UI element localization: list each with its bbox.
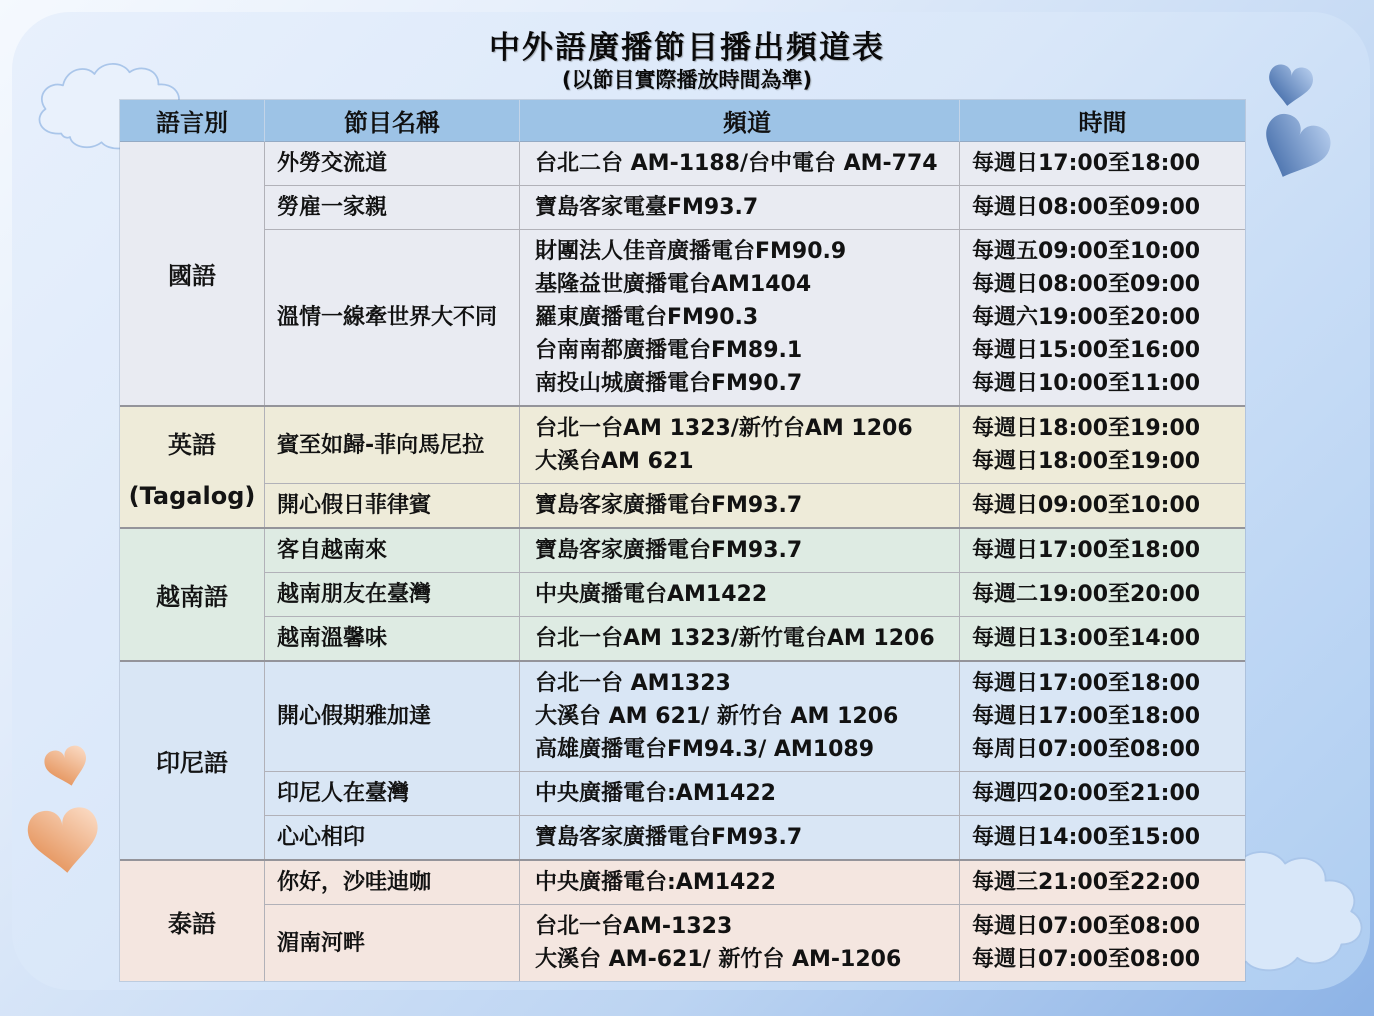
language-cell	[120, 407, 265, 527]
language-cell	[120, 662, 265, 859]
table-row	[265, 407, 1245, 483]
time-line: 每週三21:00至22:00	[972, 870, 1201, 895]
program-name: 印尼人在臺灣	[277, 781, 410, 806]
section-rows	[265, 861, 1245, 981]
section-rows	[265, 407, 1245, 527]
program-cell	[265, 905, 520, 981]
language-cell	[120, 861, 265, 981]
program-cell	[265, 816, 520, 859]
channel-cell	[520, 484, 960, 527]
program-cell	[265, 772, 520, 815]
language-cell	[120, 142, 265, 405]
language-label: 國語	[168, 262, 216, 290]
time-cell	[960, 662, 1245, 771]
channel-line: 台北二台 AM-1188/台中電台 AM-774	[535, 151, 938, 176]
channel-line: 大溪台AM 621	[535, 449, 694, 474]
time-line: 每週日13:00至14:00	[972, 626, 1201, 651]
channel-cell	[520, 230, 960, 405]
channel-line: 中央廣播電台:AM1422	[535, 781, 776, 806]
heart-icon	[23, 802, 106, 880]
language-section	[120, 527, 1245, 660]
section-rows	[265, 662, 1245, 859]
table-row	[265, 483, 1245, 527]
program-name: 賓至如歸-菲向馬尼拉	[277, 432, 485, 458]
program-name: 開心假期雅加達	[277, 704, 432, 729]
program-name: 客自越南來	[277, 538, 388, 563]
table-row	[265, 815, 1245, 859]
channel-line: 大溪台 AM-621/ 新竹台 AM-1206	[535, 947, 902, 972]
program-name: 越南溫馨味	[277, 626, 388, 651]
table-row	[265, 529, 1245, 572]
time-line: 每周日07:00至08:00	[972, 737, 1201, 762]
table-row	[265, 229, 1245, 405]
table-row	[265, 861, 1245, 904]
channel-line: 寶島客家電臺FM93.7	[535, 195, 759, 220]
channel-line: 台北一台AM-1323	[535, 914, 733, 939]
time-line: 每週日18:00至19:00	[972, 449, 1201, 474]
time-line: 每週五09:00至10:00	[972, 239, 1201, 264]
time-line: 每週四20:00至21:00	[972, 781, 1201, 806]
channel-line: 羅東廣播電台FM90.3	[535, 305, 759, 330]
program-cell	[265, 529, 520, 572]
language-sublabel: (Tagalog)	[128, 481, 256, 510]
time-cell	[960, 861, 1245, 904]
header-cell: 節目名稱	[265, 100, 520, 142]
time-cell	[960, 529, 1245, 572]
language-label: 越南語	[156, 583, 228, 611]
program-cell	[265, 573, 520, 616]
program-name: 湄南河畔	[277, 930, 366, 956]
time-cell	[960, 617, 1245, 660]
table-row	[265, 185, 1245, 229]
language-section	[120, 859, 1245, 981]
channel-line: 台北一台AM 1323/新竹台AM 1206	[535, 416, 913, 441]
time-cell	[960, 573, 1245, 616]
program-name: 溫情一線牽世界大不同	[277, 305, 498, 330]
table-row	[265, 662, 1245, 771]
program-name: 你好，沙哇迪咖	[277, 870, 432, 895]
page-title: 中外語廣播節目播出頻道表	[489, 30, 885, 66]
table-header-row	[120, 100, 1245, 142]
time-cell	[960, 816, 1245, 859]
time-line: 每週日17:00至18:00	[972, 704, 1201, 729]
section-rows	[265, 529, 1245, 660]
channel-line: 中央廣播電台AM1422	[535, 582, 768, 607]
table-row	[265, 616, 1245, 660]
time-line: 每週日08:00至09:00	[972, 272, 1201, 297]
table-row	[265, 572, 1245, 616]
program-cell	[265, 617, 520, 660]
language-label: 印尼語	[156, 749, 228, 777]
channel-line: 高雄廣播電台FM94.3/ AM1089	[535, 737, 875, 762]
program-cell	[265, 484, 520, 527]
language-label: 泰語	[168, 909, 216, 938]
program-cell	[265, 861, 520, 904]
program-name: 越南朋友在臺灣	[277, 582, 432, 607]
channel-line: 南投山城廣播電台FM90.7	[535, 371, 803, 396]
program-cell	[265, 186, 520, 229]
time-line: 每週日18:00至19:00	[972, 416, 1201, 441]
channel-cell	[520, 529, 960, 572]
channel-cell	[520, 861, 960, 904]
time-line: 每週日07:00至08:00	[972, 947, 1201, 972]
schedule-table	[120, 100, 1245, 981]
time-cell	[960, 772, 1245, 815]
header-cell: 時間	[960, 100, 1245, 142]
time-cell	[960, 484, 1245, 527]
program-name: 開心假日菲律賓	[277, 493, 432, 518]
channel-line: 台南南都廣播電台FM89.1	[535, 338, 803, 363]
program-cell	[265, 142, 520, 185]
channel-line: 寶島客家廣播電台FM93.7	[535, 825, 803, 850]
time-line: 每週日14:00至15:00	[972, 825, 1201, 850]
language-section	[120, 142, 1245, 405]
language-section	[120, 405, 1245, 527]
channel-cell	[520, 772, 960, 815]
program-name: 心心相印	[277, 825, 366, 850]
language-section	[120, 660, 1245, 859]
program-cell	[265, 662, 520, 771]
program-cell	[265, 230, 520, 405]
table-row	[265, 142, 1245, 185]
page-subtitle: (以節目實際播放時間為準)	[561, 68, 813, 92]
time-line: 每週日10:00至11:00	[972, 371, 1201, 396]
channel-cell	[520, 617, 960, 660]
channel-line: 基隆益世廣播電台AM1404	[535, 272, 812, 297]
channel-cell	[520, 407, 960, 483]
time-line: 每週日15:00至16:00	[972, 338, 1201, 363]
program-name: 外勞交流道	[277, 151, 388, 176]
channel-line: 台北一台AM 1323/新竹電台AM 1206	[535, 626, 935, 651]
program-name: 勞雇一家親	[277, 195, 388, 220]
channel-line: 台北一台 AM1323	[535, 671, 731, 696]
time-line: 每週日09:00至10:00	[972, 493, 1201, 518]
channel-cell	[520, 186, 960, 229]
time-line: 每週六19:00至20:00	[972, 305, 1201, 330]
time-line: 每週日17:00至18:00	[972, 671, 1201, 696]
channel-line: 寶島客家廣播電台FM93.7	[535, 493, 803, 518]
time-line: 每週日17:00至18:00	[972, 151, 1201, 176]
channel-cell	[520, 573, 960, 616]
channel-line: 財團法人佳音廣播電台FM90.9	[535, 239, 847, 264]
header-cell: 語言別	[120, 100, 265, 142]
time-cell	[960, 407, 1245, 483]
time-line: 每週二19:00至20:00	[972, 582, 1201, 607]
section-rows	[265, 142, 1245, 405]
time-cell	[960, 186, 1245, 229]
table-body	[120, 142, 1245, 981]
channel-line: 大溪台 AM 621/ 新竹台 AM 1206	[535, 704, 899, 729]
channel-cell	[520, 905, 960, 981]
program-cell	[265, 407, 520, 483]
table-row	[265, 771, 1245, 815]
time-cell	[960, 230, 1245, 405]
channel-cell	[520, 142, 960, 185]
time-line: 每週日07:00至08:00	[972, 914, 1201, 939]
time-line: 每週日17:00至18:00	[972, 538, 1201, 563]
channel-line: 中央廣播電台:AM1422	[535, 870, 776, 895]
language-label: 英語	[168, 430, 216, 459]
channel-cell	[520, 662, 960, 771]
time-cell	[960, 905, 1245, 981]
time-cell	[960, 142, 1245, 185]
channel-line: 寶島客家廣播電台FM93.7	[535, 538, 803, 563]
header-cell: 頻道	[520, 100, 960, 142]
language-cell	[120, 529, 265, 660]
channel-cell	[520, 816, 960, 859]
time-line: 每週日08:00至09:00	[972, 195, 1201, 220]
table-row	[265, 904, 1245, 981]
